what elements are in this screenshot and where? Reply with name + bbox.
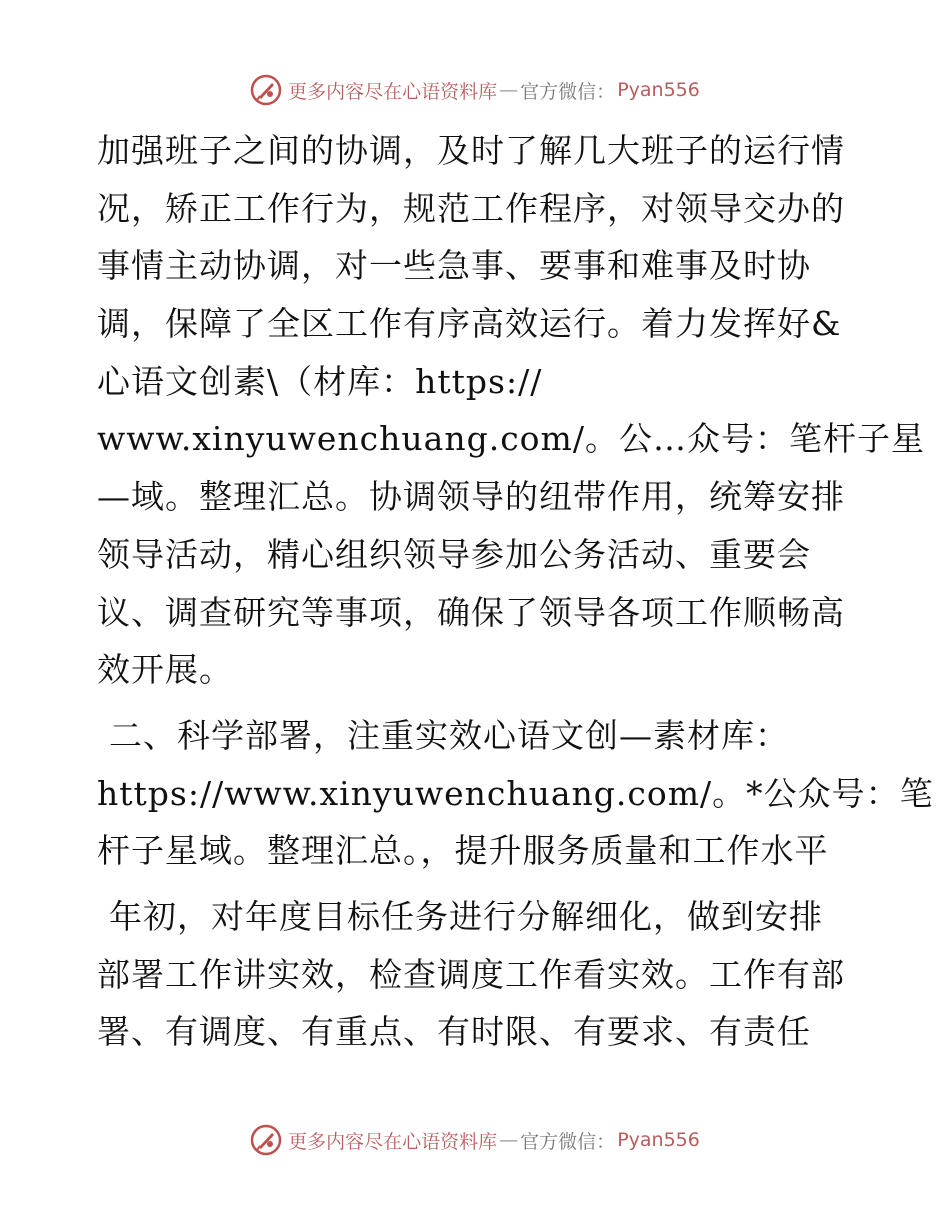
text-line: —域。整理汇总。协调领导的纽带作用，统筹安排: [97, 477, 845, 517]
banner-text: 更多内容尽在心语资料库: [288, 80, 498, 103]
text-line: 部署工作讲实效，检查调度工作看实效。工作有部: [97, 954, 845, 994]
quill-logo-icon: [250, 1124, 282, 1156]
text-line: 况，矫正工作行为，规范工作程序，对领导交办的: [97, 188, 845, 228]
text-line: 心语文创素\（材库：https://: [97, 361, 543, 401]
text-line: 议、调查研究等事项，确保了领导各项工作顺畅高: [97, 592, 845, 632]
text-line: www.xinyuwenchuang.com/。公…众号：笔杆子星: [97, 419, 925, 459]
banner-account: Pyan556: [617, 1129, 700, 1151]
banner-account: Pyan556: [617, 79, 700, 101]
paragraph-1: [97, 122, 925, 699]
footer-watermark: [0, 1120, 950, 1160]
banner-wechat-label: 官方微信：: [520, 1130, 616, 1153]
banner-separator: —: [499, 79, 519, 101]
header-watermark: [0, 70, 950, 110]
text-line: 年初，对年度目标任务进行分解细化，做到安排: [109, 896, 823, 936]
banner-separator: —: [499, 1129, 519, 1151]
heading-line: 杆子星域。整理汇总。，提升服务质量和工作水平: [97, 831, 829, 871]
banner-text: 更多内容尽在心语资料库: [288, 1130, 498, 1153]
banner-wechat-label: 官方微信：: [520, 80, 616, 103]
text-line: 加强班子之间的协调，及时了解几大班子的运行情: [97, 131, 845, 170]
text-line: 署、有调度、有重点、有时限、有要求、有责任: [97, 1012, 811, 1052]
section-heading: [97, 707, 934, 880]
paragraph-2: [97, 888, 857, 1061]
text-line: 事情主动协调，对一些急事、要事和难事及时协: [97, 246, 811, 286]
text-line: 调，保障了全区工作有序高效运行。着力发挥好&: [97, 304, 842, 344]
quill-logo-icon: [250, 74, 282, 106]
text-line: 领导活动，精心组织领导参加公务活动、重要会: [97, 534, 811, 574]
text-line: 效开展。: [97, 650, 233, 690]
heading-line: https://www.xinyuwenchuang.com/。*公众号：笔: [97, 773, 934, 813]
heading-line: 二、科学部署，注重实效心语文创—素材库：: [109, 715, 789, 755]
document-body: [97, 122, 934, 1061]
